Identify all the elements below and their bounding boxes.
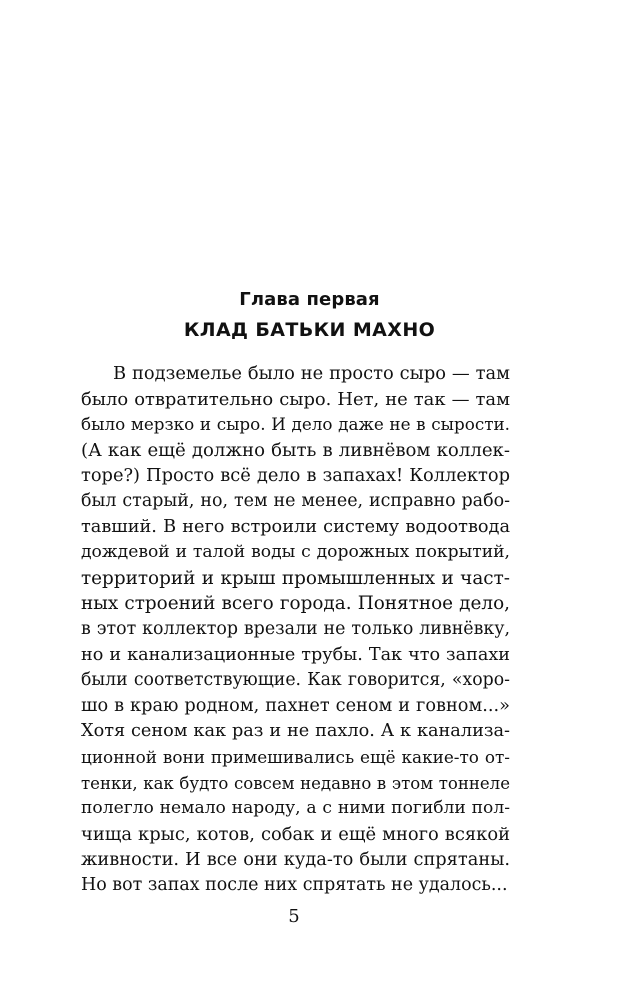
text-line: было мерзко и сыро. И дело даже не в сырости. <box>81 414 510 435</box>
text-line: (А как ещё должно быть в ливнёвом коллек- <box>81 439 510 461</box>
text-line: тенки, как будто совсем недавно в этом тоннеле <box>81 773 510 793</box>
text-line: Хотя сеном как раз и не пахло. А к канализа- <box>81 721 510 742</box>
text-line: торе?) Просто всё дело в запахах! Коллектор <box>81 465 510 487</box>
text-line: был старый, но, тем не менее, исправно рабо- <box>81 490 510 511</box>
chapter-label: Глава первая <box>239 289 380 310</box>
text-line: ционной вони примешивались ещё какие-то от- <box>81 746 510 767</box>
text-line: живности. И все они куда-то были спрятаны. <box>81 849 510 871</box>
text-line: тавший. В него встроили систему водоотвода <box>81 516 510 537</box>
text-line: В подземелье было не просто сыро — там <box>113 363 510 384</box>
text-line: дождевой и талой воды с дорожных покрытий, <box>81 542 510 563</box>
text-line: в этот коллектор врезали не только ливнёвку, <box>81 618 510 639</box>
text-line: Но вот запах после них спрятать не удалось... <box>81 874 508 895</box>
text-line: были соответствующие. Как говорится, «хоро- <box>81 670 510 691</box>
chapter-title: КЛАД БАТЬКИ МАХНО <box>183 319 436 341</box>
body-text <box>81 361 510 898</box>
text-line: чища крыс, котов, собак и ещё много всякой <box>81 823 510 845</box>
text-line: но и канализационные трубы. Так что запахи <box>81 644 510 665</box>
text-line: было отвратительно сыро. Нет, не так — там <box>81 388 510 410</box>
text-line: полегло немало народу, а с ними погибли пол- <box>81 798 510 819</box>
text-line: шо в краю родном, пахнет сеном и говном...» <box>81 695 510 716</box>
text-line: территорий и крыш промышленных и част- <box>81 567 510 589</box>
page-number: 5 <box>288 906 300 927</box>
text-line: ных строений всего города. Понятное дело, <box>81 593 510 615</box>
